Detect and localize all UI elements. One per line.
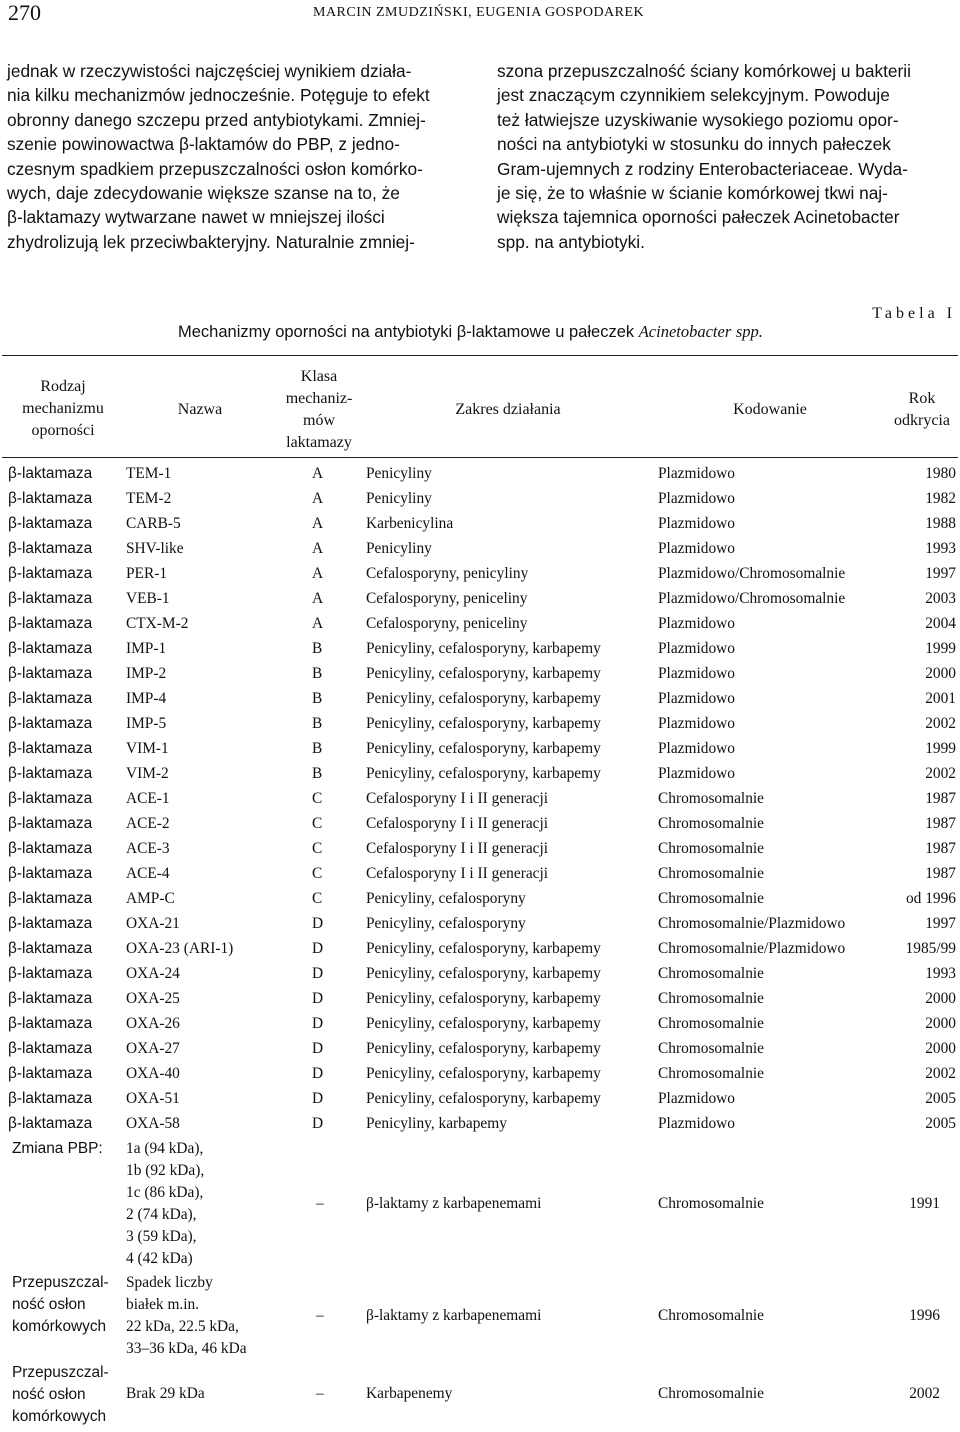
cell-class: B xyxy=(312,689,323,707)
cell-name: VIM-1 xyxy=(126,739,169,757)
cell-coding: Chromosomalnie xyxy=(658,789,765,807)
cell-scope: Cefalosporyny I i II generacji xyxy=(366,789,549,807)
body-line: ności na antybiotyki w stosunku do innych pałeczek xyxy=(497,134,891,155)
cell-class: C xyxy=(312,864,323,882)
cell-mechanism: β-laktamaza xyxy=(8,514,93,532)
cell-year: 1982 xyxy=(925,489,956,507)
cell-year: 1988 xyxy=(925,514,956,532)
cell-mechanism: β-laktamaza xyxy=(8,464,93,482)
cell-class: A xyxy=(312,614,324,632)
cell-line: 1c (86 kDa), xyxy=(126,1184,204,1201)
header-class-line: mów xyxy=(303,412,335,429)
header-mechanism-line: mechanizmu xyxy=(22,400,104,417)
header-mechanism-line: Rodzaj xyxy=(40,378,86,395)
extra-row-2-scope: β-laktamy z karbapenemami xyxy=(366,1307,542,1324)
extra-row-2-name xyxy=(126,1272,247,1360)
cell-coding: Chromosomalnie/Plazmidowo xyxy=(658,939,846,957)
cell-class: A xyxy=(312,564,324,582)
cell-class: D xyxy=(312,1064,324,1082)
cell-scope: Cefalosporyny, peniceliny xyxy=(366,589,528,607)
cell-line: 1a (94 kDa), xyxy=(126,1140,204,1157)
cell-year: 1999 xyxy=(925,639,956,657)
cell-coding: Plazmidowo xyxy=(658,664,735,682)
cell-class: B xyxy=(312,739,323,757)
cell-class: C xyxy=(312,839,323,857)
cell-coding: Chromosomalnie xyxy=(658,864,765,882)
cell-coding: Plazmidowo xyxy=(658,539,735,557)
cell-coding: Plazmidowo xyxy=(658,1089,735,1107)
cell-year: 2004 xyxy=(925,614,956,632)
header-name: Nazwa xyxy=(177,401,223,418)
extra-row-2-class: – xyxy=(316,1307,324,1324)
cell-year: 2002 xyxy=(925,1064,956,1082)
extra-row-1-scope: β-laktamy z karbapenemami xyxy=(366,1195,542,1212)
extra-row-1-class: – xyxy=(316,1195,324,1212)
cell-class: D xyxy=(312,989,324,1007)
cell-line: 1b (92 kDa), xyxy=(126,1162,205,1179)
cell-name: IMP-1 xyxy=(126,639,167,657)
cell-line: komórkowych xyxy=(12,1408,107,1425)
cell-year: 1980 xyxy=(925,464,956,482)
cell-scope: Penicyliny, cefalosporyny, karbapemy xyxy=(366,939,601,957)
cell-coding: Plazmidowo/Chromosomalnie xyxy=(658,564,846,582)
cell-name: OXA-27 xyxy=(126,1039,180,1057)
table-row xyxy=(8,786,956,811)
cell-line: 2 (74 kDa), xyxy=(126,1206,197,1223)
table-row xyxy=(8,811,956,836)
table-row xyxy=(8,736,956,761)
cell-line: Przepuszczal- xyxy=(12,1274,109,1291)
caption-genus: Acinetobacter xyxy=(638,322,732,341)
cell-class: B xyxy=(312,764,323,782)
table-row xyxy=(8,1036,956,1061)
cell-coding: Plazmidowo xyxy=(658,764,735,782)
extra-row-2-year: 1996 xyxy=(909,1307,940,1324)
cell-scope: Penicyliny xyxy=(366,464,432,482)
cell-year: 2000 xyxy=(925,1014,956,1032)
header-year-line: odkrycia xyxy=(894,412,950,429)
table-label: Tabela I xyxy=(872,305,956,322)
body-right-column xyxy=(497,59,958,254)
cell-name: VIM-2 xyxy=(126,764,169,782)
cell-mechanism: β-laktamaza xyxy=(8,964,93,982)
table-row xyxy=(8,661,956,686)
cell-class: D xyxy=(312,939,324,957)
cell-mechanism: β-laktamaza xyxy=(8,914,93,932)
cell-scope: Penicyliny, cefalosporyny, karbapemy xyxy=(366,739,601,757)
cell-scope: Penicyliny, cefalosporyny, karbapemy xyxy=(366,714,601,732)
table-row xyxy=(8,861,956,886)
table-row xyxy=(8,636,956,661)
resistance-table xyxy=(8,461,956,1136)
cell-coding: Chromosomalnie xyxy=(658,989,765,1007)
cell-coding: Plazmidowo xyxy=(658,689,735,707)
header-scope: Zakres działania xyxy=(455,401,561,418)
cell-name: OXA-51 xyxy=(126,1089,180,1107)
table-top-rule xyxy=(2,355,958,356)
cell-name: TEM-1 xyxy=(126,464,172,482)
cell-line: komórkowych xyxy=(12,1318,107,1335)
cell-scope: Penicyliny xyxy=(366,539,432,557)
cell-scope: Penicyliny, cefalosporyny, karbapemy xyxy=(366,1089,601,1107)
cell-line: ność osłon xyxy=(12,1386,86,1403)
table-row xyxy=(8,611,956,636)
cell-line: 3 (59 kDa), xyxy=(126,1228,197,1245)
cell-coding: Chromosomalnie/Plazmidowo xyxy=(658,914,846,932)
cell-name: OXA-40 xyxy=(126,1064,180,1082)
extra-row-3-class: – xyxy=(316,1385,324,1402)
cell-year: 2001 xyxy=(925,689,956,707)
cell-scope: Penicyliny, cefalosporyny, karbapemy xyxy=(366,689,601,707)
cell-coding: Chromosomalnie xyxy=(658,814,765,832)
body-left-column xyxy=(7,59,472,254)
cell-scope: Penicyliny, cefalosporyny xyxy=(366,914,526,932)
cell-year: 1987 xyxy=(925,789,956,807)
body-line: zhydrolizują lek przeciwbakteryjny. Naturalnie zmniej- xyxy=(7,231,415,252)
extra-row-3-coding: Chromosomalnie xyxy=(658,1385,765,1402)
header-coding: Kodowanie xyxy=(733,401,807,418)
table-row xyxy=(8,961,956,986)
cell-coding: Chromosomalnie xyxy=(658,839,765,857)
cell-scope: Penicyliny, cefalosporyny, karbapemy xyxy=(366,989,601,1007)
cell-year: 2000 xyxy=(925,1039,956,1057)
cell-class: A xyxy=(312,539,324,557)
page-number: 270 xyxy=(8,0,41,25)
extra-row-1-mechanism xyxy=(12,1138,103,1160)
cell-year: 1987 xyxy=(925,814,956,832)
cell-year: 2000 xyxy=(925,989,956,1007)
cell-year: od 1996 xyxy=(905,889,956,907)
cell-class: D xyxy=(312,1014,324,1032)
cell-mechanism: β-laktamaza xyxy=(8,564,93,582)
table-row xyxy=(8,561,956,586)
cell-coding: Chromosomalnie xyxy=(658,1064,765,1082)
table-caption xyxy=(178,322,763,342)
cell-class: D xyxy=(312,914,324,932)
cell-mechanism: β-laktamaza xyxy=(8,764,93,782)
table-row xyxy=(8,536,956,561)
header-class-line: Klasa xyxy=(300,368,338,385)
extra-row-1-coding: Chromosomalnie xyxy=(658,1195,765,1212)
cell-scope: Penicyliny, cefalosporyny, karbapemy xyxy=(366,764,601,782)
table-row xyxy=(8,936,956,961)
cell-mechanism: β-laktamaza xyxy=(8,939,93,957)
body-line: jest znaczącym czynnikiem selekcyjnym. Powoduje xyxy=(497,85,890,106)
table-row xyxy=(8,486,956,511)
body-line: Gram-ujemnych z rodziny Enterobacteriaceae. Wyda- xyxy=(497,158,908,179)
cell-line: 4 (42 kDa) xyxy=(126,1250,193,1267)
cell-name: OXA-58 xyxy=(126,1114,180,1132)
cell-scope: Cefalosporyny I i II generacji xyxy=(366,864,549,882)
cell-scope: Cefalosporyny I i II generacji xyxy=(366,814,549,832)
cell-class: D xyxy=(312,1089,324,1107)
cell-class: D xyxy=(312,964,324,982)
cell-year: 1987 xyxy=(925,864,956,882)
cell-year: 1997 xyxy=(925,914,956,932)
cell-year: 2000 xyxy=(925,664,956,682)
header-mechanism xyxy=(8,376,118,442)
cell-mechanism: β-laktamaza xyxy=(8,1039,93,1057)
cell-coding: Chromosomalnie xyxy=(658,889,765,907)
cell-name: AMP-C xyxy=(126,889,175,907)
extra-row-2-coding: Chromosomalnie xyxy=(658,1307,765,1324)
cell-scope: Penicyliny, karbapemy xyxy=(366,1114,507,1132)
body-line: większa tajemnica oporności pałeczek Acinetobacter xyxy=(497,207,900,228)
cell-coding: Plazmidowo xyxy=(658,714,735,732)
cell-line: Spadek liczby xyxy=(126,1274,213,1291)
cell-class: C xyxy=(312,789,323,807)
cell-coding: Plazmidowo xyxy=(658,464,735,482)
cell-name: PER-1 xyxy=(126,564,168,582)
cell-class: A xyxy=(312,464,324,482)
cell-year: 1999 xyxy=(925,739,956,757)
cell-coding: Plazmidowo xyxy=(658,1114,735,1132)
cell-scope: Penicyliny, cefalosporyny, karbapemy xyxy=(366,1014,601,1032)
cell-year: 2005 xyxy=(925,1114,956,1132)
cell-mechanism: β-laktamaza xyxy=(8,664,93,682)
cell-name: OXA-23 (ARI-1) xyxy=(126,939,234,957)
cell-year: 2003 xyxy=(925,589,956,607)
cell-mechanism: β-laktamaza xyxy=(8,789,93,807)
cell-class: C xyxy=(312,814,323,832)
header-class-line: mechaniz- xyxy=(285,390,353,407)
cell-scope: Penicyliny, cefalosporyny, karbapemy xyxy=(366,664,601,682)
cell-mechanism: β-laktamaza xyxy=(8,1064,93,1082)
cell-name: CTX-M-2 xyxy=(126,614,189,632)
table-header-rule xyxy=(2,457,958,458)
cell-mechanism: β-laktamaza xyxy=(8,739,93,757)
table-row xyxy=(8,1086,956,1111)
cell-coding: Plazmidowo xyxy=(658,489,735,507)
table-row xyxy=(8,986,956,1011)
cell-name: OXA-26 xyxy=(126,1014,180,1032)
table-row xyxy=(8,511,956,536)
cell-scope: Cefalosporyny, penicyliny xyxy=(366,564,529,582)
cell-mechanism: β-laktamaza xyxy=(8,1014,93,1032)
cell-name: IMP-4 xyxy=(126,689,167,707)
body-line: szenie powinowactwa β-laktamów do PBP, z jedno- xyxy=(7,134,400,155)
cell-coding: Chromosomalnie xyxy=(658,1039,765,1057)
cell-scope: Penicyliny, cefalosporyny, karbapemy xyxy=(366,1064,601,1082)
body-line: je się, że to właśnie w ścianie komórkowej tkwi naj- xyxy=(497,183,888,204)
cell-coding: Chromosomalnie xyxy=(658,964,765,982)
running-header: MARCIN ZMUDZIŃSKI, EUGENIA GOSPODAREK xyxy=(313,5,645,20)
cell-line: 22 kDa, 22.5 kDa, xyxy=(126,1318,239,1335)
cell-mechanism: β-laktamaza xyxy=(8,814,93,832)
cell-line: białek m.in. xyxy=(126,1296,200,1313)
cell-mechanism: β-laktamaza xyxy=(8,839,93,857)
cell-mechanism: β-laktamaza xyxy=(8,589,93,607)
cell-class: D xyxy=(312,1114,324,1132)
table-row xyxy=(8,686,956,711)
cell-mechanism: β-laktamaza xyxy=(8,539,93,557)
cell-coding: Chromosomalnie xyxy=(658,1014,765,1032)
cell-coding: Plazmidowo xyxy=(658,739,735,757)
cell-name: OXA-21 xyxy=(126,914,180,932)
cell-name: ACE-2 xyxy=(126,814,170,832)
cell-mechanism: β-laktamaza xyxy=(8,989,93,1007)
cell-class: A xyxy=(312,589,324,607)
body-line: nia kilku mechanizmów jednocześnie. Potęguje to efekt xyxy=(7,85,430,106)
table-row xyxy=(8,886,956,911)
cell-class: B xyxy=(312,714,323,732)
cell-mechanism: β-laktamaza xyxy=(8,639,93,657)
body-line: też łatwiejsze uzyskiwanie wysokiego poziomu opor- xyxy=(497,109,899,130)
cell-year: 1997 xyxy=(925,564,956,582)
cell-scope: Penicyliny, cefalosporyny, karbapemy xyxy=(366,964,601,982)
cell-name: CARB-5 xyxy=(126,514,181,532)
cell-year: 2005 xyxy=(925,1089,956,1107)
header-class-line: laktamazy xyxy=(286,434,352,451)
cell-class: A xyxy=(312,514,324,532)
cell-coding: Plazmidowo xyxy=(658,514,735,532)
cell-mechanism: β-laktamaza xyxy=(8,1114,93,1132)
cell-name: IMP-5 xyxy=(126,714,167,732)
cell-class: A xyxy=(312,489,324,507)
cell-year: 1993 xyxy=(925,964,956,982)
caption-main: Mechanizmy oporności na antybiotyki β-laktamowe u pałeczek xyxy=(178,323,635,341)
cell-mechanism: β-laktamaza xyxy=(8,714,93,732)
cell-mechanism: β-laktamaza xyxy=(8,689,93,707)
extra-row-1-year: 1991 xyxy=(909,1195,940,1212)
body-line: jednak w rzeczywistości najczęściej wynikiem działa- xyxy=(7,61,412,81)
header-class xyxy=(272,366,366,454)
extra-row-1-name xyxy=(126,1138,204,1270)
cell-scope: Cefalosporyny, peniceliny xyxy=(366,614,528,632)
cell-scope: Penicyliny, cefalosporyny, karbapemy xyxy=(366,639,601,657)
header-mechanism-line: oporności xyxy=(31,422,95,439)
cell-name: OXA-25 xyxy=(126,989,180,1007)
cell-name: ACE-1 xyxy=(126,789,170,807)
table-row xyxy=(8,761,956,786)
cell-scope: Karbenicylina xyxy=(366,514,454,532)
cell-name: IMP-2 xyxy=(126,664,167,682)
body-line: wych, daje zdecydowanie większe szanse na to, że xyxy=(7,183,400,204)
cell-line: Przepuszczal- xyxy=(12,1364,109,1381)
table-row xyxy=(8,911,956,936)
cell-year: 1987 xyxy=(925,839,956,857)
cell-class: B xyxy=(312,664,323,682)
cell-class: D xyxy=(312,1039,324,1057)
cell-coding: Plazmidowo xyxy=(658,614,735,632)
table-row xyxy=(8,1011,956,1036)
cell-scope: Penicyliny xyxy=(366,489,432,507)
cell-line: Brak 29 kDa xyxy=(126,1385,205,1402)
table-row xyxy=(8,586,956,611)
body-line: obronny danego szczepu przed antybiotykami. Zmniej- xyxy=(7,109,426,130)
cell-line: ność osłon xyxy=(12,1296,86,1313)
extra-row-3-year: 2002 xyxy=(909,1385,940,1402)
extra-row-2-mechanism xyxy=(12,1272,109,1338)
cell-line: 33–36 kDa, 46 kDa xyxy=(126,1340,247,1357)
cell-line: Zmiana PBP: xyxy=(12,1140,103,1157)
cell-class: C xyxy=(312,889,323,907)
caption-spp: spp. xyxy=(735,322,763,341)
cell-name: TEM-2 xyxy=(126,489,172,507)
cell-name: SHV-like xyxy=(126,539,184,557)
cell-scope: Penicyliny, cefalosporyny, karbapemy xyxy=(366,1039,601,1057)
cell-year: 2002 xyxy=(925,764,956,782)
extra-row-3-mechanism xyxy=(12,1362,109,1428)
table-row xyxy=(8,1061,956,1086)
body-line: szona przepuszczalność ściany komórkowej u bakterii xyxy=(497,61,911,81)
table-row xyxy=(8,711,956,736)
extra-row-3-name xyxy=(126,1383,205,1405)
cell-mechanism: β-laktamaza xyxy=(8,864,93,882)
header-year xyxy=(884,388,960,432)
cell-name: ACE-4 xyxy=(126,864,170,882)
body-line: spp. na antybiotyki. xyxy=(497,231,645,252)
table-row xyxy=(8,1111,956,1136)
cell-coding: Plazmidowo/Chromosomalnie xyxy=(658,589,846,607)
extra-row-3-scope: Karbapenemy xyxy=(366,1385,453,1402)
cell-name: ACE-3 xyxy=(126,839,170,857)
cell-coding: Plazmidowo xyxy=(658,639,735,657)
cell-year: 1985/99 xyxy=(905,939,956,957)
table-row xyxy=(8,836,956,861)
cell-mechanism: β-laktamaza xyxy=(8,614,93,632)
cell-mechanism: β-laktamaza xyxy=(8,889,93,907)
cell-name: VEB-1 xyxy=(126,589,170,607)
body-line: β-laktamazy wytwarzane nawet w mniejszej ilości xyxy=(7,207,385,228)
cell-class: B xyxy=(312,639,323,657)
cell-year: 2002 xyxy=(925,714,956,732)
body-line: czesnym spadkiem przepuszczalności osłon komórko- xyxy=(7,158,423,179)
cell-scope: Penicyliny, cefalosporyny xyxy=(366,889,526,907)
cell-mechanism: β-laktamaza xyxy=(8,489,93,507)
header-year-line: Rok xyxy=(908,390,936,407)
cell-name: OXA-24 xyxy=(126,964,180,982)
cell-mechanism: β-laktamaza xyxy=(8,1089,93,1107)
cell-scope: Cefalosporyny I i II generacji xyxy=(366,839,549,857)
cell-year: 1993 xyxy=(925,539,956,557)
table-row xyxy=(8,461,956,486)
